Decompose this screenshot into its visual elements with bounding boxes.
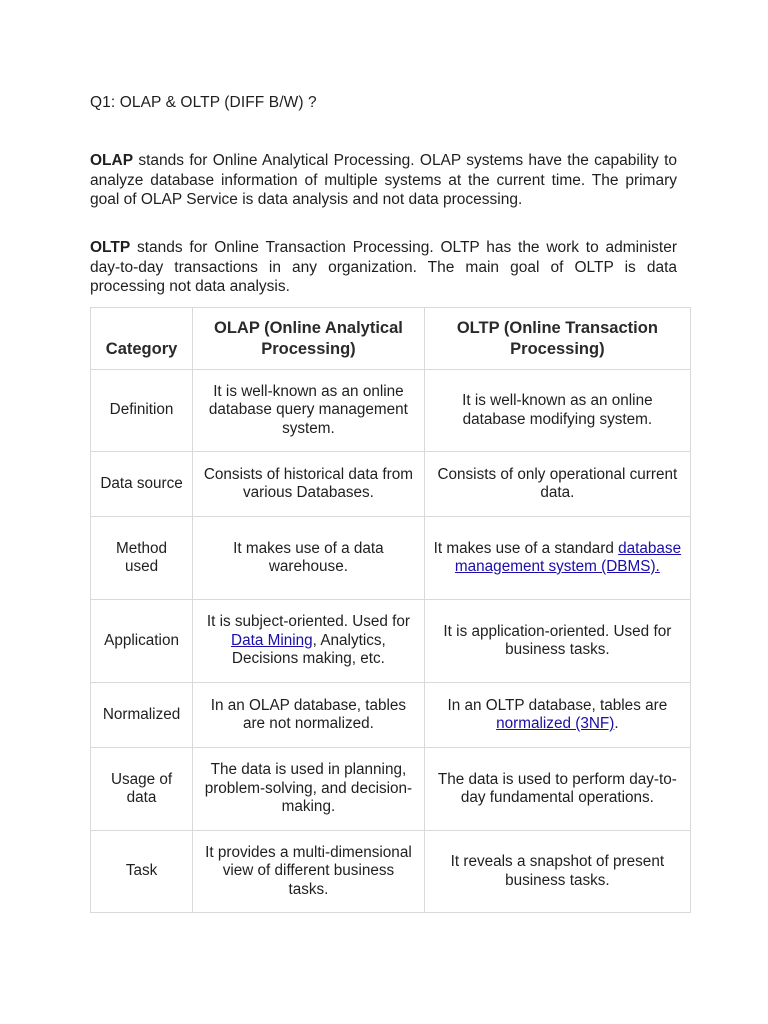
olap-term: OLAP xyxy=(90,152,134,169)
cell-oltp: It reveals a snapshot of present business tasks. xyxy=(424,831,690,913)
data-mining-link[interactable]: Data Mining xyxy=(231,631,313,649)
table-row-normalized xyxy=(91,683,691,748)
cell-olap: It is well-known as an online database query management system. xyxy=(193,370,425,452)
oltp-description: stands for Online Transaction Processing. OLTP has the work to administer day-to-day transactions in any organization. The main goal of OLTP is data processing not data analysis. xyxy=(90,239,677,295)
cell-oltp: It is well-known as an online database modifying system. xyxy=(424,370,690,452)
table-row-definition xyxy=(91,370,691,452)
cell-category: Method used xyxy=(91,517,193,600)
cell-text: It makes use of a standard xyxy=(433,539,619,557)
cell-oltp: The data is used to perform day-to-day fundamental operations. xyxy=(424,748,690,831)
olap-description: stands for Online Analytical Processing. OLAP systems have the capability to analyze database information of multiple systems at the current time. The primary goal of OLAP Service is data analysis and not data processing. xyxy=(90,152,677,208)
cell-category: Data source xyxy=(91,452,193,517)
question-heading: Q1: OLAP & OLTP (DIFF B/W) ? xyxy=(90,94,317,111)
table-row-application xyxy=(91,600,691,683)
cell-category: Normalized xyxy=(91,683,193,748)
table-row-usage-of-data xyxy=(91,748,691,831)
table-row-method-used xyxy=(91,517,691,600)
comparison-table xyxy=(90,307,691,913)
cell-text: It is subject-oriented. Used for xyxy=(206,613,411,631)
cell-category: Task xyxy=(91,831,193,913)
cell-text: . xyxy=(614,715,619,732)
cell-oltp: Consists of only operational current data. xyxy=(424,452,690,517)
oltp-paragraph xyxy=(90,238,677,297)
table-header-row xyxy=(91,308,691,370)
cell-olap: It makes use of a data warehouse. xyxy=(193,517,425,600)
cell-olap: In an OLAP database, tables are not normalized. xyxy=(193,683,425,748)
cell-text: , Analytics, Decisions making, etc. xyxy=(231,631,386,668)
cell-oltp xyxy=(424,517,690,600)
table-row-task xyxy=(91,831,691,913)
header-category: Category xyxy=(91,308,193,370)
header-oltp: OLTP (Online Transaction Processing) xyxy=(424,308,690,370)
cell-text: In an OLTP database, tables are xyxy=(447,696,668,714)
table-row-data-source xyxy=(91,452,691,517)
cell-category: Application xyxy=(91,600,193,683)
header-olap: OLAP (Online Analytical Processing) xyxy=(193,308,425,370)
cell-olap: It provides a multi-dimensional view of different business tasks. xyxy=(193,831,425,913)
cell-olap: The data is used in planning, problem-solving, and decision-making. xyxy=(193,748,425,831)
cell-oltp xyxy=(424,683,690,748)
olap-paragraph xyxy=(90,151,677,210)
cell-category: Usage of data xyxy=(91,748,193,831)
cell-category: Definition xyxy=(91,370,193,452)
cell-olap: Consists of historical data from various Databases. xyxy=(193,452,425,517)
dbms-link[interactable]: database management system (DBMS). xyxy=(454,539,682,575)
normalized-3nf-link[interactable]: normalized (3NF) xyxy=(496,715,615,732)
oltp-term: OLTP xyxy=(90,239,131,256)
cell-oltp: It is application-oriented. Used for business tasks. xyxy=(424,600,690,683)
cell-olap xyxy=(193,600,425,683)
